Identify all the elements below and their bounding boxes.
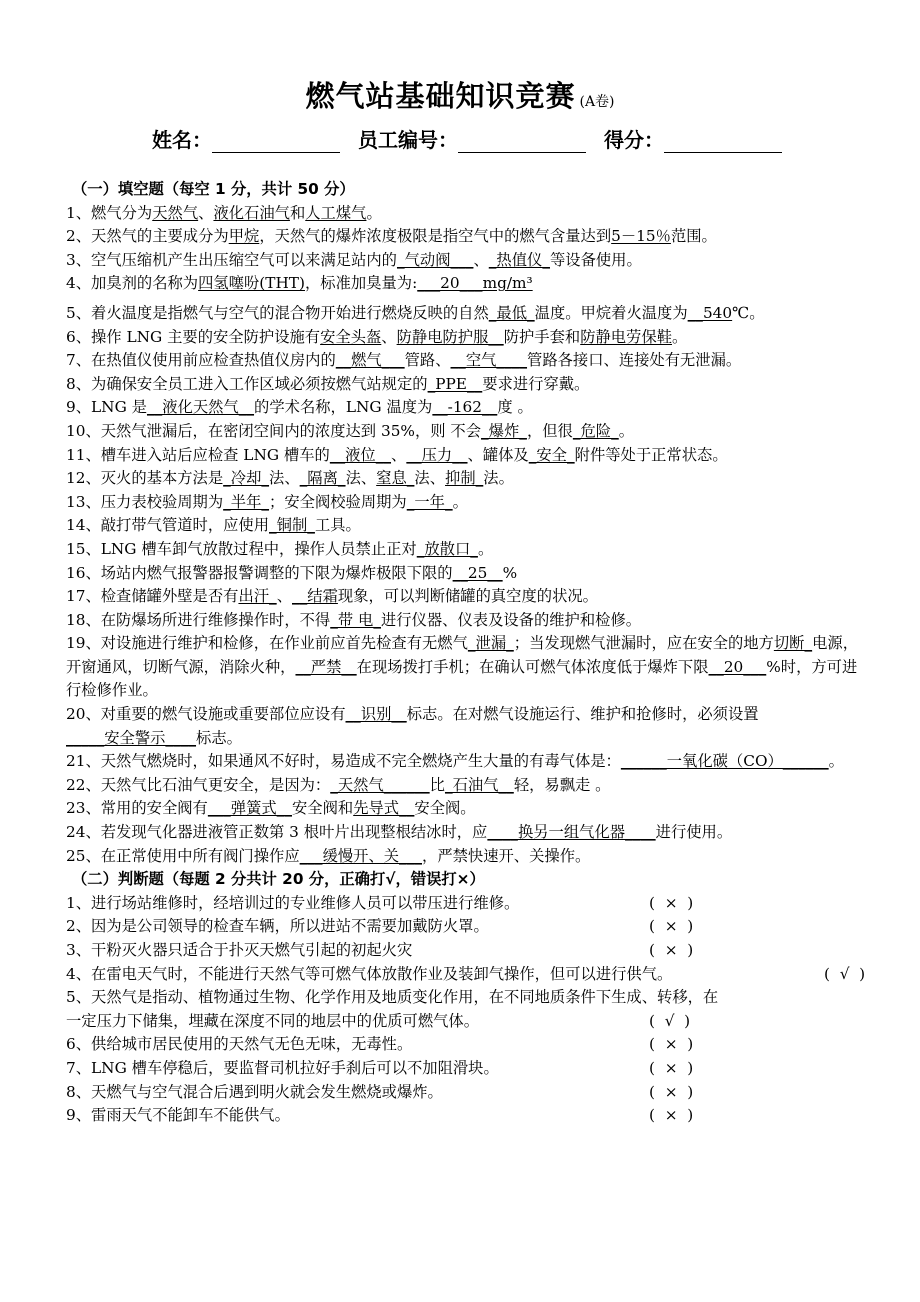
question-text: 9、LNG 是 xyxy=(66,398,147,417)
answer-blank: _天然气______ xyxy=(330,775,430,794)
question-text: 9、雷雨天气不能卸车不能供气。 xyxy=(66,1106,290,1125)
answer-blank: ___弹簧式__ xyxy=(207,799,292,818)
question-text: 11、槽车进入站后应检查 LNG 槽车的 xyxy=(66,445,330,464)
question-text: 的学术名称，LNG 温度为 xyxy=(254,398,433,417)
name-label: 姓名： xyxy=(152,128,212,152)
answer-blank: __识别__ xyxy=(345,705,407,724)
question-text: 4、加臭剂的名称为 xyxy=(66,274,199,293)
question-text: ，严禁快速开、关操作。 xyxy=(422,846,591,865)
question-text: ，天然气的爆炸浓度极限是指空气中的燃气含量达到 xyxy=(259,227,612,246)
fill-question xyxy=(66,821,866,845)
question-text: % xyxy=(502,563,518,582)
question-text: 19、对设施进行维护和检修，在作业前应首先检查有无燃气 xyxy=(66,634,468,653)
answer-blank: _半年_ xyxy=(223,492,270,511)
question-text: 现象，可以判断储罐的真空度的状况。 xyxy=(337,587,598,606)
answer-blank: 出汗_ xyxy=(238,587,277,606)
question-text: ，但很 xyxy=(526,421,573,440)
fill-question xyxy=(66,272,866,296)
fill-question xyxy=(66,609,866,633)
question-text: 电源，开窗通风，切断气源，消除火种， xyxy=(66,634,859,676)
answer-blank: _带 电_ xyxy=(330,610,381,629)
answer-blank: _铜制_ xyxy=(269,516,315,535)
question-text: 、罐体及 xyxy=(467,445,529,464)
question-text: 。 xyxy=(477,539,494,558)
answer-blank: ______一氧化碳（CO）______ xyxy=(620,752,829,771)
fill-question xyxy=(66,562,866,586)
answer-blank: _泄漏_ xyxy=(467,634,514,653)
judge-question xyxy=(66,963,866,987)
answer-blank: _____安全警示____ xyxy=(66,728,197,747)
answer-blank: __25__ xyxy=(452,563,503,582)
fill-question xyxy=(66,420,866,444)
question-text: 23、常用的安全阀有 xyxy=(66,799,208,818)
question-text: ℃。 xyxy=(732,303,765,322)
question-text: ；当发现燃气泄漏时，应在安全的地方 xyxy=(513,634,774,653)
name-blank[interactable] xyxy=(212,134,340,153)
question-text: 温度。甲烷着火温度为 xyxy=(534,303,688,322)
question-text: 、 xyxy=(381,327,397,346)
question-text: 4、在雷电天气时，不能进行天然气等可燃气体放散作业及装卸气操作，但可以进行供气。 xyxy=(66,964,673,983)
answer-blank: _最低_ xyxy=(488,303,535,322)
question-text: 标志。在对燃气设施运行、维护和抢修时，必须设置 xyxy=(406,705,759,724)
judgement-questions xyxy=(66,892,866,1128)
answer-blank: 人工煤气 xyxy=(305,203,367,222)
answer-blank: 液化石油气 xyxy=(213,203,290,222)
question-text: 标志。 xyxy=(196,728,242,747)
fill-question xyxy=(66,538,866,562)
question-text: 2、天然气的主要成分为 xyxy=(66,227,229,246)
question-text: 法、 xyxy=(414,469,446,488)
score-blank[interactable] xyxy=(664,134,782,153)
answer-blank: 先导式__ xyxy=(353,799,415,818)
judge-question xyxy=(66,892,866,916)
fill-question xyxy=(66,632,866,703)
fill-question xyxy=(66,202,866,226)
question-text: 安全阀。 xyxy=(414,799,476,818)
question-text: 20、对重要的燃气设施或重要部位应设有 xyxy=(66,705,346,724)
question-text: 、 xyxy=(198,203,214,222)
answer-mark: ( × ) xyxy=(649,893,694,912)
judge-question xyxy=(66,986,866,1010)
question-text: 、 xyxy=(473,250,489,269)
question-text: 3、空气压缩机产生出压缩空气可以来满足站内的 xyxy=(66,250,397,269)
question-text: 21、天然气燃烧时，如果通风不好时，易造成不完全燃烧产生大量的有毒气体是： xyxy=(66,752,621,771)
question-text: 管路各接口、连接处有无泄漏。 xyxy=(527,351,742,370)
fill-question xyxy=(66,514,866,538)
question-text: 附件等处于正常状态。 xyxy=(574,445,728,464)
question-text: 6、供给城市居民使用的天然气无色无味，无毒性。 xyxy=(66,1035,413,1054)
question-text: 进行仪器、仪表及设备的维护和检修。 xyxy=(380,610,642,629)
fill-question xyxy=(66,750,866,774)
section-judge-heading: （二）判断题（每题 2 分共计 20 分，正确打√，错误打×） xyxy=(72,870,485,889)
answer-mark: ( × ) xyxy=(649,1082,694,1101)
question-text: 法、 xyxy=(269,469,300,488)
question-text: 2、因为是公司领导的检查车辆，所以进站不需要加戴防火罩。 xyxy=(66,917,489,936)
question-text: 7、在热值仪使用前应检查热值仪房内的 xyxy=(66,351,336,370)
fill-question xyxy=(66,774,866,798)
fill-question xyxy=(66,703,866,750)
answer-blank: _气动阀___ xyxy=(396,250,474,269)
question-text: 。 xyxy=(828,752,844,771)
employee-id-label: 员工编号： xyxy=(358,128,458,152)
answer-blank: __严禁__ xyxy=(295,657,357,676)
candidate-info xyxy=(152,124,852,153)
answer-blank: _放散口_ xyxy=(416,539,478,558)
answer-mark: ( × ) xyxy=(649,941,694,959)
answer-blank: __液化天然气__ xyxy=(146,398,255,417)
question-text: 轻，易飘走 。 xyxy=(513,775,611,794)
answer-blank: __20___ xyxy=(708,657,767,676)
answer-blank: _PPE__ xyxy=(427,374,483,393)
answer-blank: ___20___mg/m³ xyxy=(417,274,533,293)
question-text: 。 xyxy=(366,203,382,222)
question-text: %时，方可进行检修作业。 xyxy=(66,657,858,700)
exam-title xyxy=(0,74,920,115)
question-text: 度 。 xyxy=(497,398,533,417)
fill-question xyxy=(66,467,866,491)
fill-question xyxy=(66,491,866,515)
answer-blank: 5－15％ xyxy=(611,227,671,246)
answer-mark: ( × ) xyxy=(649,1058,694,1077)
answer-blank: __液位__ xyxy=(329,445,392,464)
answer-blank: _一年_ xyxy=(406,492,453,511)
question-text: 3、干粉灭火器只适合于扑灭天燃气引起的初起火灾 xyxy=(66,941,413,959)
question-text: 1、燃气分为 xyxy=(66,203,153,222)
question-text: 5、着火温度是指燃气与空气的混合物开始进行燃烧反映的自然 xyxy=(66,303,489,322)
question-text: 防护手套和 xyxy=(503,327,581,346)
question-text: 一定压力下储集，埋藏在深度不同的地层中的优质可燃气体。 xyxy=(66,1011,480,1030)
question-text: 。 xyxy=(672,327,688,346)
answer-blank: ___缓慢开、关___ xyxy=(299,846,423,865)
question-text: 6、操作 LNG 主要的安全防护设施有 xyxy=(66,327,321,346)
judge-question xyxy=(66,1033,866,1057)
question-text: 18、在防爆场所进行维修操作时，不得 xyxy=(66,610,331,629)
question-text: 13、压力表校验周期为 xyxy=(66,492,224,511)
question-text: ；安全阀校验周期为 xyxy=(269,492,407,511)
answer-blank: 天然气 xyxy=(152,203,199,222)
answer-blank: __-162__ xyxy=(432,398,498,417)
question-text: 管路、 xyxy=(404,351,451,370)
question-text: 8、天燃气与空气混合后遇到明火就会发生燃烧或爆炸。 xyxy=(66,1082,443,1101)
answer-blank: 防静电防护服__ xyxy=(396,327,504,346)
exam-content xyxy=(66,178,866,1128)
answer-blank: __压力__ xyxy=(406,445,468,464)
question-text: 、 xyxy=(276,587,292,606)
judge-question xyxy=(66,1081,866,1105)
answer-blank: 窒息_ xyxy=(376,469,415,488)
answer-blank: _热值仪_ xyxy=(488,250,550,269)
fill-question xyxy=(66,396,866,420)
fill-question xyxy=(66,302,866,326)
fill-question xyxy=(66,225,866,249)
answer-mark: ( √ ) xyxy=(824,964,866,983)
fill-in-questions xyxy=(66,202,866,869)
question-text: 法。 xyxy=(483,469,514,488)
question-text: 比 xyxy=(429,775,445,794)
fill-question xyxy=(66,373,866,397)
answer-blank: _冷却_ xyxy=(223,469,270,488)
employee-id-blank[interactable] xyxy=(458,134,586,153)
question-text: 25、在正常使用中所有阀门操作应 xyxy=(66,846,300,865)
answer-blank: __空气____ xyxy=(450,351,528,370)
answer-blank: ____换另一组气化器____ xyxy=(487,823,656,842)
answer-blank: 甲烷 xyxy=(228,227,260,246)
judge-question xyxy=(66,1010,866,1034)
question-text: 、 xyxy=(391,445,407,464)
question-text: 等设备使用。 xyxy=(549,250,642,269)
answer-blank: _隔离_ xyxy=(299,469,346,488)
question-text: 10、天然气泄漏后，在密闭空间内的浓度达到 35%，则 不会 xyxy=(66,421,482,440)
question-text: 24、若发现气化器进液管正数第 3 根叶片出现整根结冰时，应 xyxy=(66,823,488,842)
question-text: 22、天然气比石油气更安全，是因为： xyxy=(66,775,331,794)
answer-blank: 切断_ xyxy=(773,634,813,653)
question-text: 15、LNG 槽车卸气放散过程中，操作人员禁止正对 xyxy=(66,539,417,558)
question-text: 17、检查储罐外壁是否有 xyxy=(66,587,239,606)
question-text: 法、 xyxy=(345,469,377,488)
answer-blank: __结霜 xyxy=(292,587,338,606)
question-text: 和 xyxy=(289,203,306,222)
answer-mark: ( √ ) xyxy=(649,1011,691,1030)
fill-question xyxy=(66,444,866,468)
question-text: 7、LNG 槽车停稳后，要监督司机拉好手刹后可以不加阻滑块。 xyxy=(66,1058,499,1077)
question-text: 要求进行穿戴。 xyxy=(482,374,590,393)
answer-blank: __燃气___ xyxy=(335,351,405,370)
fill-question xyxy=(66,585,866,609)
judge-question xyxy=(66,1104,866,1128)
question-text: ，标准加臭量为: xyxy=(304,274,418,293)
question-text: 在现场拨打手机；在确认可燃气体浓度低于爆炸下限 xyxy=(356,657,709,676)
answer-mark: ( × ) xyxy=(649,1106,694,1125)
question-text: 16、场站内燃气报警器报警调整的下限为爆炸极限下限的 xyxy=(66,563,453,582)
question-text: 12、灭火的基本方法是 xyxy=(66,469,224,488)
title-main: 燃气站基础知识竞赛 xyxy=(305,79,576,113)
answer-blank: _危险_ xyxy=(572,421,619,440)
section-fill-heading: （一）填空题（每空 1 分，共计 50 分） xyxy=(72,180,355,198)
answer-blank: __540 xyxy=(687,303,733,322)
answer-blank: _安全_ xyxy=(528,445,575,464)
question-text: 进行使用。 xyxy=(655,823,733,842)
answer-blank: _爆炸_ xyxy=(481,421,527,440)
judge-question xyxy=(66,1057,866,1081)
question-text: 安全阀和 xyxy=(291,799,354,818)
answer-blank: 四氢噻吩(THT) xyxy=(198,274,305,293)
answer-blank: 抑制_ xyxy=(445,469,484,488)
answer-mark: ( × ) xyxy=(649,1035,694,1054)
question-text: 14、敲打带气管道时，应使用 xyxy=(66,516,270,535)
fill-question xyxy=(66,326,866,350)
answer-mark: ( × ) xyxy=(649,917,694,936)
answer-blank: 安全头盔 xyxy=(320,327,382,346)
fill-question xyxy=(66,249,866,273)
answer-blank: 防静电劳保鞋 xyxy=(580,327,672,346)
fill-question xyxy=(66,349,866,373)
question-text: 8、为确保安全员工进入工作区域必须按燃气站规定的 xyxy=(66,374,428,393)
judge-question xyxy=(66,939,866,963)
question-text: 工具。 xyxy=(314,516,361,535)
question-text: 。 xyxy=(452,492,468,511)
judge-question xyxy=(66,915,866,939)
question-text: 1、进行场站维修时，经培训过的专业维修人员可以带压进行维修。 xyxy=(66,893,520,912)
question-text: 5、天然气是指动、植物通过生物、化学作用及地质变化作用，在不同地质条件下生成、转移，在 xyxy=(66,988,719,1007)
fill-question xyxy=(66,797,866,821)
fill-question xyxy=(66,845,866,869)
score-label: 得分： xyxy=(604,128,664,152)
answer-blank: _石油气__ xyxy=(444,775,514,794)
title-version: (A卷) xyxy=(579,94,615,110)
question-text: 范围。 xyxy=(670,227,717,246)
question-text: 。 xyxy=(618,421,635,440)
